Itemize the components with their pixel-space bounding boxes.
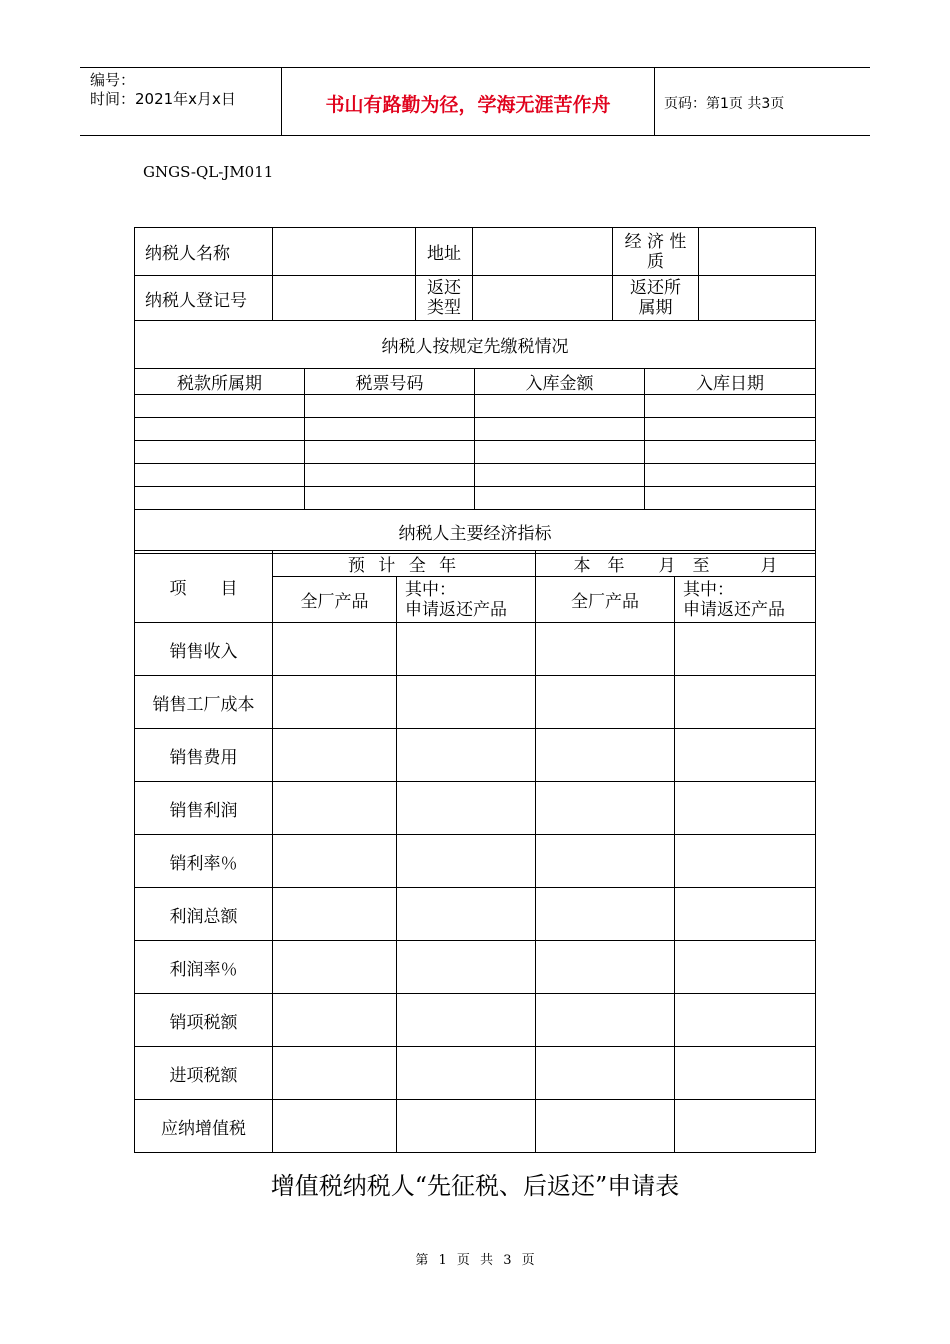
row-label: 利润率％ xyxy=(135,941,273,994)
row-label: 销售工厂成本 xyxy=(135,676,273,729)
row-label: 销售利润 xyxy=(135,782,273,835)
table-row xyxy=(135,464,816,487)
current-whole-header: 全厂产品 xyxy=(536,577,675,623)
table-row xyxy=(135,835,816,888)
table-row xyxy=(135,623,816,676)
cell[interactable] xyxy=(135,418,305,441)
table-row xyxy=(135,782,816,835)
form-title: 增值税纳税人“先征税、后返还”申请表 xyxy=(270,1172,680,1200)
cell[interactable] xyxy=(273,782,397,835)
taxpayer-name-label: 纳税人名称 xyxy=(135,228,273,276)
col-tax-period: 税款所属期 xyxy=(135,369,305,395)
cell[interactable] xyxy=(273,729,397,782)
header-divider-right xyxy=(654,67,655,135)
current-period-header: 本 年 月 至 月 xyxy=(536,551,816,577)
cell[interactable] xyxy=(273,1047,397,1100)
cell[interactable] xyxy=(675,676,816,729)
prepaid-section-title: 纳税人按规定先缴税情况 xyxy=(135,321,816,369)
forecast-whole-header: 全厂产品 xyxy=(273,577,397,623)
cell[interactable] xyxy=(397,1100,536,1153)
apply-label: 申请返还产品 xyxy=(405,599,507,620)
cell[interactable] xyxy=(135,441,305,464)
row-label: 销售收入 xyxy=(135,623,273,676)
item-header: 项 目 xyxy=(135,551,273,623)
table-row xyxy=(135,441,816,464)
cell[interactable] xyxy=(475,395,645,418)
row-label: 利润总额 xyxy=(135,888,273,941)
table-row xyxy=(135,395,816,418)
cell[interactable] xyxy=(475,418,645,441)
table-row xyxy=(135,994,816,1047)
cell[interactable] xyxy=(675,623,816,676)
header-top-rule xyxy=(80,67,870,68)
cell[interactable] xyxy=(273,994,397,1047)
indicators-table xyxy=(134,550,816,1153)
cell[interactable] xyxy=(305,418,475,441)
time-text: 时间：2021年x月x日 xyxy=(90,90,236,108)
header-motto: 书山有路勤为径，学海无涯苦作舟 xyxy=(325,94,611,116)
cell[interactable] xyxy=(397,729,536,782)
cell[interactable] xyxy=(645,395,816,418)
current-apply-header xyxy=(675,577,816,623)
header-page-number: 页码：第1页 共3页 xyxy=(664,96,785,112)
cell[interactable] xyxy=(675,782,816,835)
cell[interactable] xyxy=(645,487,816,510)
row-label: 销售费用 xyxy=(135,729,273,782)
taxpayer-name-field[interactable] xyxy=(273,228,416,276)
cell[interactable] xyxy=(305,487,475,510)
cell[interactable] xyxy=(273,835,397,888)
cell[interactable] xyxy=(397,1047,536,1100)
cell[interactable] xyxy=(675,888,816,941)
reg-no-field[interactable] xyxy=(273,276,416,321)
table-row xyxy=(135,676,816,729)
address-field[interactable] xyxy=(473,228,613,276)
apply-label: 申请返还产品 xyxy=(683,599,785,620)
row-label: 销利率％ xyxy=(135,835,273,888)
header-bottom-rule xyxy=(80,135,870,136)
table-row xyxy=(135,1047,816,1100)
cell[interactable] xyxy=(536,835,675,888)
cell[interactable] xyxy=(273,941,397,994)
cell[interactable] xyxy=(397,782,536,835)
table-row xyxy=(135,418,816,441)
cell[interactable] xyxy=(536,994,675,1047)
cell[interactable] xyxy=(475,441,645,464)
address-label: 地址 xyxy=(416,228,473,276)
row-label: 销项税额 xyxy=(135,994,273,1047)
cell[interactable] xyxy=(135,464,305,487)
reg-no-label: 纳税人登记号 xyxy=(135,276,273,321)
among-label: 其中： xyxy=(683,579,734,600)
page-footer: 第 1 页 共 3 页 xyxy=(415,1253,535,1268)
cell[interactable] xyxy=(397,941,536,994)
econ-nature-label: 经 济 性质 xyxy=(613,228,699,276)
among-label: 其中： xyxy=(405,579,456,600)
forecast-apply-header xyxy=(397,577,536,623)
refund-type-label: 返还类型 xyxy=(416,276,473,321)
cell[interactable] xyxy=(397,994,536,1047)
cell[interactable] xyxy=(536,1047,675,1100)
table-row xyxy=(135,888,816,941)
cell[interactable] xyxy=(135,395,305,418)
header-meta xyxy=(90,71,236,109)
cell[interactable] xyxy=(675,835,816,888)
cell[interactable] xyxy=(645,418,816,441)
cell[interactable] xyxy=(536,1100,675,1153)
row-label: 应纳增值税 xyxy=(135,1100,273,1153)
cell[interactable] xyxy=(675,994,816,1047)
col-amount: 入库金额 xyxy=(475,369,645,395)
cell[interactable] xyxy=(305,441,475,464)
forecast-header: 预 计 全 年 xyxy=(273,551,536,577)
cell[interactable] xyxy=(536,676,675,729)
cell[interactable] xyxy=(645,464,816,487)
cell[interactable] xyxy=(135,487,305,510)
cell[interactable] xyxy=(273,623,397,676)
col-ticket-number: 税票号码 xyxy=(305,369,475,395)
refund-period-field[interactable] xyxy=(699,276,816,321)
cell[interactable] xyxy=(536,782,675,835)
table-row xyxy=(135,941,816,994)
cell[interactable] xyxy=(536,623,675,676)
cell[interactable] xyxy=(536,941,675,994)
table-row xyxy=(135,1100,816,1153)
cell[interactable] xyxy=(536,729,675,782)
number-label: 编号： xyxy=(90,71,136,89)
cell[interactable] xyxy=(675,1047,816,1100)
row-label: 进项税额 xyxy=(135,1047,273,1100)
cell[interactable] xyxy=(536,888,675,941)
cell[interactable] xyxy=(273,676,397,729)
table-row xyxy=(135,729,816,782)
taxpayer-info-table xyxy=(134,227,816,369)
cell[interactable] xyxy=(397,623,536,676)
cell[interactable] xyxy=(397,676,536,729)
cell[interactable] xyxy=(397,835,536,888)
cell[interactable] xyxy=(273,888,397,941)
document-code: GNGS-QL-JM011 xyxy=(143,163,274,181)
cell[interactable] xyxy=(273,1100,397,1153)
indicators-section-title: 纳税人主要经济指标 xyxy=(135,510,816,554)
table-row xyxy=(135,487,816,510)
refund-type-field[interactable] xyxy=(473,276,613,321)
cell[interactable] xyxy=(645,441,816,464)
col-date: 入库日期 xyxy=(645,369,816,395)
econ-nature-field[interactable] xyxy=(699,228,816,276)
cell[interactable] xyxy=(475,487,645,510)
cell[interactable] xyxy=(397,888,536,941)
cell[interactable] xyxy=(475,464,645,487)
cell[interactable] xyxy=(675,729,816,782)
cell[interactable] xyxy=(675,1100,816,1153)
refund-period-label: 返还所属期 xyxy=(613,276,699,321)
prepaid-tax-table xyxy=(134,368,816,554)
cell[interactable] xyxy=(675,941,816,994)
cell[interactable] xyxy=(305,395,475,418)
cell[interactable] xyxy=(305,464,475,487)
